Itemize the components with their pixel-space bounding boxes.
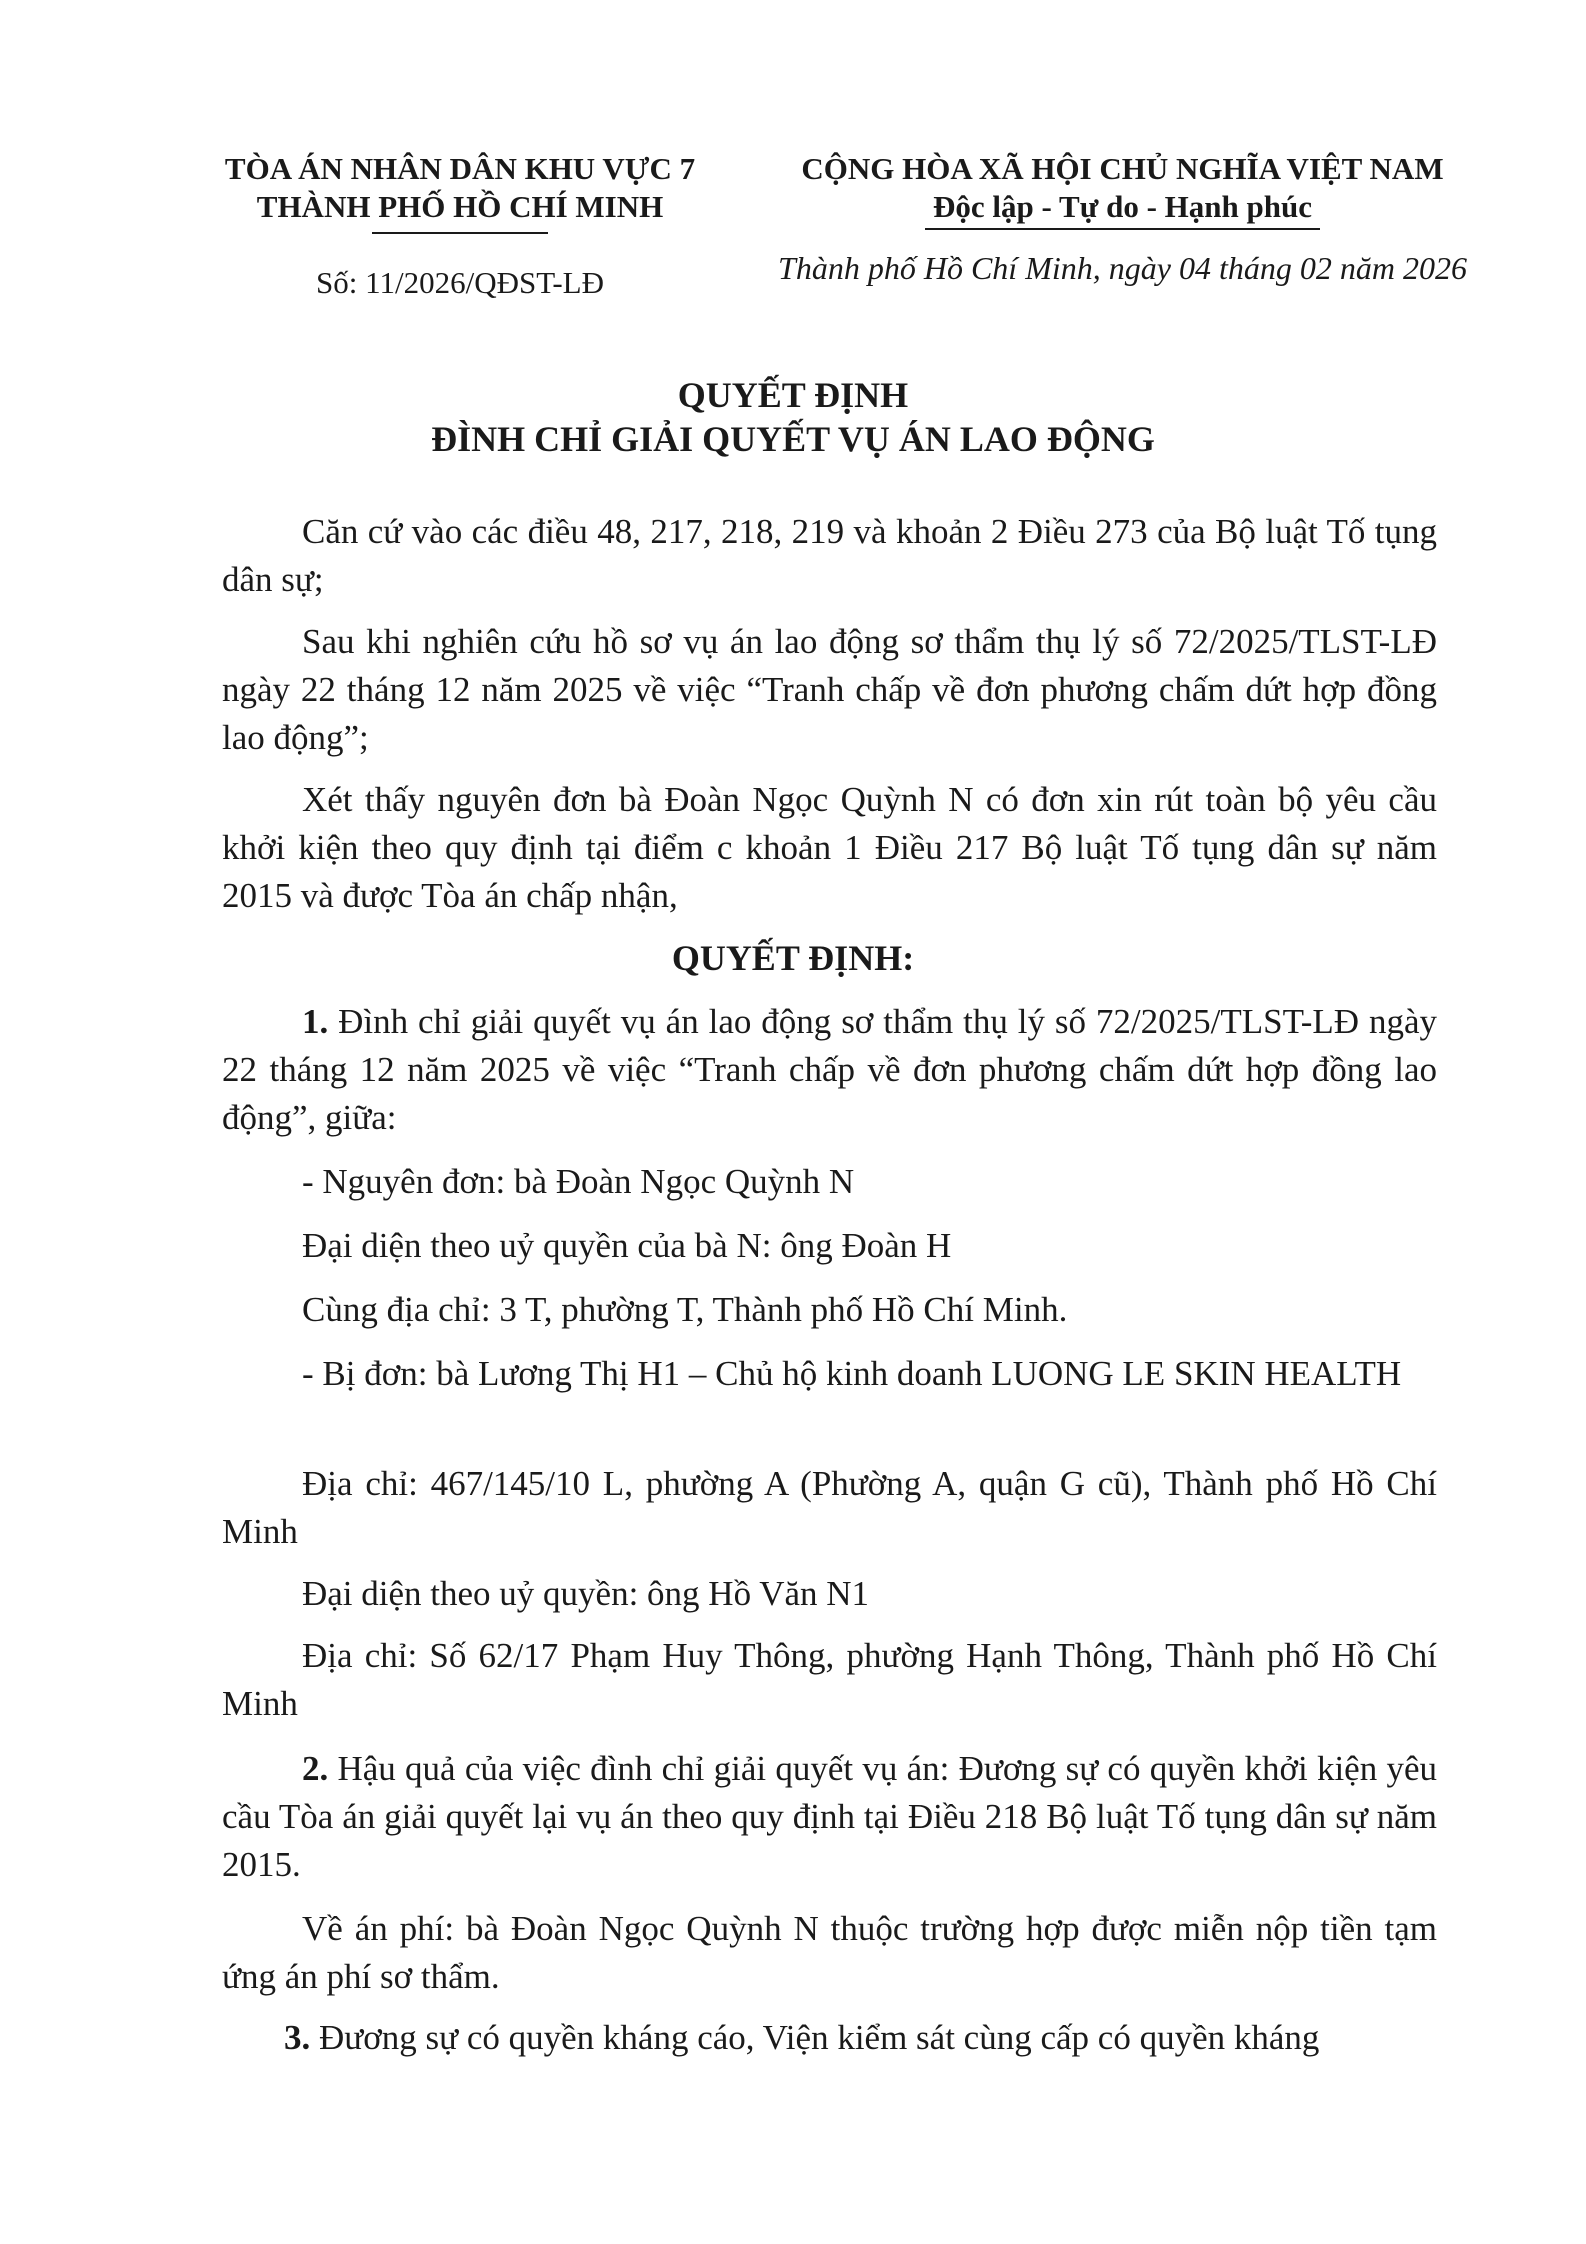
decision-item-3: [222, 2014, 1437, 2062]
court-name-line1: TÒA ÁN NHÂN DÂN KHU VỰC 7: [224, 151, 696, 186]
motto-underline: [925, 228, 1320, 230]
defendant-representative: Đại diện theo uỷ quyền: ông Hồ Văn N1: [302, 1574, 870, 1613]
plaintiff-representative: Đại diện theo uỷ quyền của bà N: ông Đoàn H: [302, 1226, 952, 1265]
defendant-address: Địa chỉ: 467/145/10 L, phường A (Phường A, quận G cũ), Thành phố Hồ Chí Minh: [222, 1464, 1437, 1551]
plaintiff-address: Cùng địa chỉ: 3 T, phường T, Thành phố Hồ Chí Minh.: [302, 1290, 1068, 1329]
document-subtitle: ĐÌNH CHỈ GIẢI QUYẾT VỤ ÁN LAO ĐỘNG: [431, 419, 1155, 459]
court-name-line2: THÀNH PHỐ HỒ CHÍ MINH: [256, 189, 664, 224]
preamble-legal-basis: Căn cứ vào các điều 48, 217, 218, 219 và khoản 2 Điều 273 của Bộ luật Tố tụng dân sự;: [222, 512, 1437, 599]
court-name-underline: [372, 232, 548, 234]
place-and-date: Thành phố Hồ Chí Minh, ngày 04 tháng 02 năm 2026: [778, 250, 1467, 286]
defendant-representative-address: Địa chỉ: Số 62/17 Phạm Huy Thông, phường Hạnh Thông, Thành phố Hồ Chí Minh: [222, 1636, 1437, 1723]
decision-item-2: [222, 1745, 1437, 1889]
decision-item-1: [222, 998, 1437, 1142]
item-1-number: 1.: [302, 1002, 329, 1041]
court-fee-note: Về án phí: bà Đoàn Ngọc Quỳnh N thuộc trường hợp được miễn nộp tiền tạm ứng án phí sơ thẩm.: [222, 1909, 1437, 1996]
item-2-text: Hậu quả của việc đình chỉ giải quyết vụ án: Đương sự có quyền khởi kiện yêu cầu Tòa án giải quyết lại vụ án theo quy định tại Điều 218 Bộ luật Tố tụng dân sự năm 2015.: [222, 1749, 1437, 1884]
plaintiff: - Nguyên đơn: bà Đoàn Ngọc Quỳnh N: [302, 1162, 855, 1201]
defendant: - Bị đơn: bà Lương Thị H1 – Chủ hộ kinh doanh LUONG LE SKIN HEALTH: [302, 1354, 1402, 1393]
decision-number: Số: 11/2026/QĐST-LĐ: [316, 265, 604, 300]
item-1-text: Đình chỉ giải quyết vụ án lao động sơ thẩm thụ lý số 72/2025/TLST-LĐ ngày 22 tháng 12 năm 2025 về việc “Tranh chấp về đơn phương chấm dứt hợp đồng lao động”, giữa:: [222, 1002, 1437, 1137]
item-2-number: 2.: [302, 1749, 329, 1788]
preamble-withdrawal: Xét thấy nguyên đơn bà Đoàn Ngọc Quỳnh N có đơn xin rút toàn bộ yêu cầu khởi kiện theo quy định tại điểm c khoản 1 Điều 217 Bộ luật Tố tụng dân sự năm 2015 và được Tòa án chấp nhận,: [222, 780, 1437, 915]
document-title: QUYẾT ĐỊNH: [677, 375, 909, 415]
decision-heading: QUYẾT ĐỊNH:: [671, 938, 915, 978]
item-3-number: 3.: [284, 2018, 311, 2057]
item-3-text: Đương sự có quyền kháng cáo, Viện kiểm sát cùng cấp có quyền kháng: [310, 2018, 1320, 2057]
national-motto: Độc lập - Tự do - Hạnh phúc: [933, 189, 1312, 224]
nation-name: CỘNG HÒA XÃ HỘI CHỦ NGHĨA VIỆT NAM: [801, 151, 1444, 186]
preamble-case-review: Sau khi nghiên cứu hồ sơ vụ án lao động sơ thẩm thụ lý số 72/2025/TLST-LĐ ngày 22 tháng 12 năm 2025 về việc “Tranh chấp về đơn phương chấm dứt hợp đồng lao động”;: [222, 622, 1437, 757]
